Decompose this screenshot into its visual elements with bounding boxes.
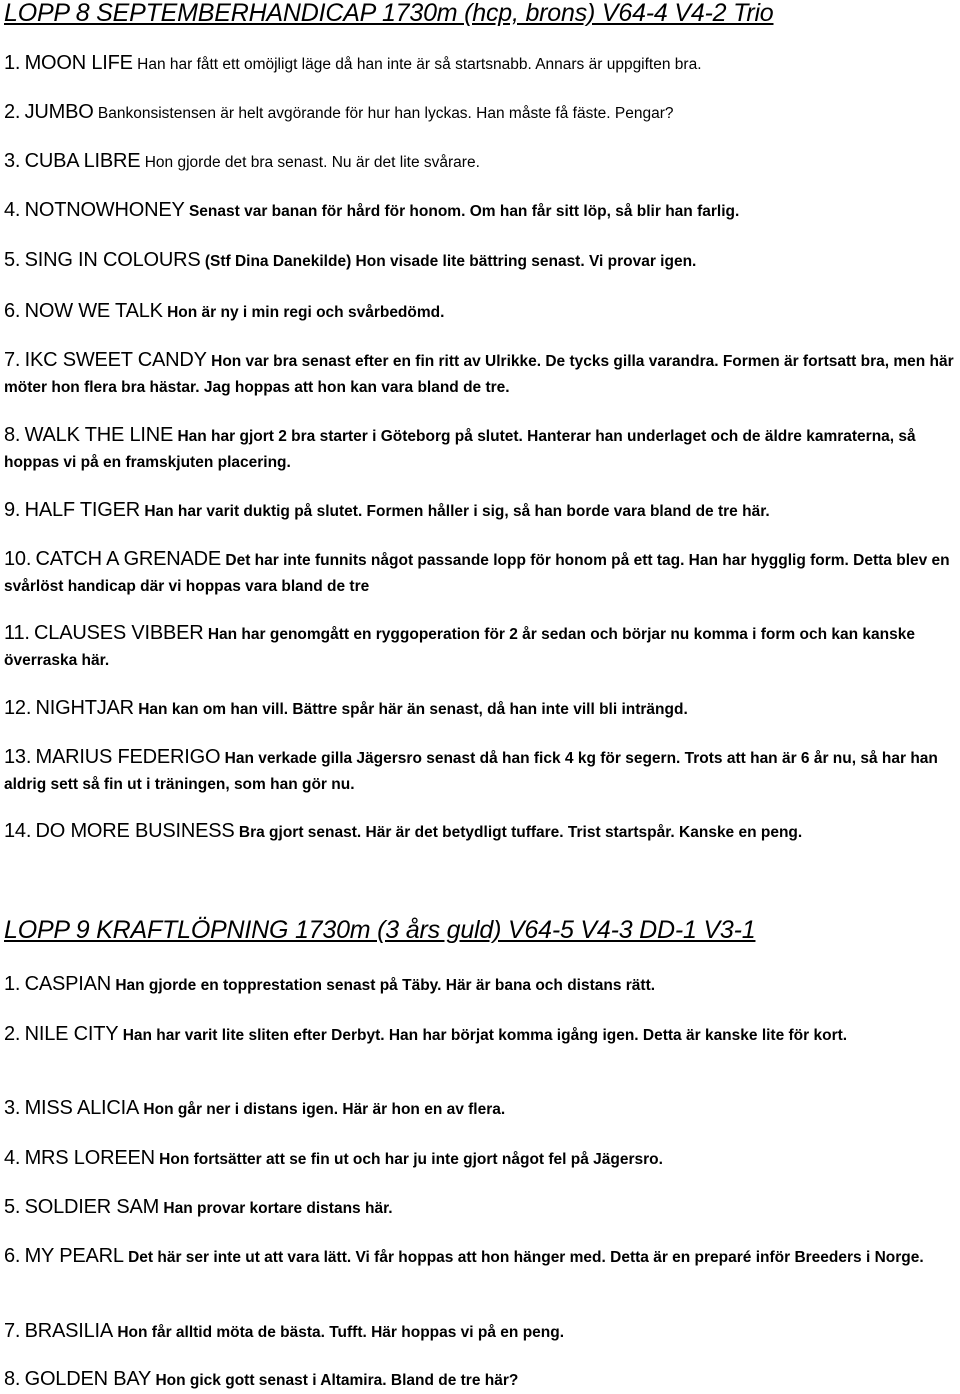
- entry-number: 3.: [4, 1097, 21, 1119]
- race-9-entry-2: [4, 1021, 954, 1049]
- horse-name: NIGHTJAR: [35, 697, 134, 719]
- entry-comment: Hon är ny i min regi och svårbedömd.: [167, 304, 445, 321]
- race-8-entry-3: [4, 148, 954, 176]
- entry-comment: Han har varit lite sliten efter Derbyt. Han har börjat komma igång igen. Detta är kanske lite för kort.: [122, 1027, 848, 1044]
- entry-number: 2.: [4, 1023, 21, 1045]
- entry-comment: Hon var bra senast efter en fin ritt av Ulrikke. De tycks gilla varandra. Formen är fortsatt bra, men här möter hon flera bra hästar. Jag hoppas att hon kan vara bland de tre.: [4, 353, 954, 396]
- horse-name: CUBA LIBRE: [24, 150, 141, 172]
- horse-name: MOON LIFE: [24, 52, 133, 74]
- race-9-title: LOPP 9 KRAFTLÖPNING 1730m (3 års guld) V64-5 V4-3 DD-1 V3-1: [4, 916, 756, 944]
- horse-name: CLAUSES VIBBER: [34, 622, 204, 644]
- race-8-entry-2: [4, 99, 954, 127]
- race-8-entry-5: [4, 247, 954, 275]
- entry-comment: Han kan om han vill. Bättre spår här än senast, då han inte vill bli inträngd.: [138, 701, 688, 718]
- race-9-entry-6: [4, 1243, 954, 1271]
- entry-comment: Han verkade gilla Jägersro senast då han fick 4 kg för segern. Trots att han är 6 år nu, så har han aldrig sett så fin ut i träningen, som han gör nu.: [4, 750, 938, 793]
- entry-number: 5.: [4, 249, 21, 271]
- entry-comment: Hon gick gott senast i Altamira. Bland de tre här?: [155, 1372, 519, 1389]
- horse-name: IKC SWEET CANDY: [24, 349, 207, 371]
- entry-number: 1.: [4, 973, 21, 995]
- entry-comment: Senast var banan för hård för honom. Om han får sitt löp, så blir han farlig.: [188, 203, 740, 220]
- entry-number: 6.: [4, 1245, 21, 1267]
- race-8-entry-14: [4, 818, 954, 846]
- entry-number: 10.: [4, 548, 32, 570]
- horse-name: MARIUS FEDERIGO: [35, 746, 221, 768]
- entry-number: 4.: [4, 199, 21, 221]
- race-8-entry-1: [4, 50, 954, 78]
- horse-name: NILE CITY: [24, 1023, 119, 1045]
- entry-comment: Han provar kortare distans här.: [163, 1200, 393, 1217]
- horse-name: NOW WE TALK: [24, 300, 163, 322]
- race-8-title: LOPP 8 SEPTEMBERHANDICAP 1730m (hcp, brons) V64-4 V4-2 Trio: [4, 0, 774, 27]
- horse-name: BRASILIA: [24, 1320, 114, 1342]
- entry-number: 8.: [4, 424, 21, 446]
- horse-name: HALF TIGER: [24, 499, 141, 521]
- race-8-entry-9: [4, 497, 954, 525]
- race-9-entry-3: [4, 1095, 954, 1123]
- horse-name: MRS LOREEN: [24, 1147, 155, 1169]
- entry-number: 7.: [4, 349, 21, 371]
- race-8-entry-4: [4, 197, 954, 225]
- horse-name: NOTNOWHONEY: [24, 199, 185, 221]
- entry-number: 7.: [4, 1320, 21, 1342]
- race-9-entry-4: [4, 1145, 954, 1173]
- entry-number: 8.: [4, 1368, 21, 1390]
- entry-comment: Han har gjort 2 bra starter i Göteborg på slutet. Hanterar han underlaget och de äldre kamraterna, så hoppas vi på en framskjuten placering.: [4, 428, 916, 471]
- race-8-entry-12: [4, 695, 954, 723]
- entry-number: 4.: [4, 1147, 21, 1169]
- horse-name: SOLDIER SAM: [24, 1196, 160, 1218]
- entry-comment: Bankonsistensen är helt avgörande för hur han lyckas. Han måste få fäste. Pengar?: [97, 105, 674, 122]
- horse-name: WALK THE LINE: [24, 424, 174, 446]
- horse-name: MY PEARL: [24, 1245, 124, 1267]
- horse-name: GOLDEN BAY: [24, 1368, 152, 1390]
- race-8-entry-10: [4, 546, 954, 600]
- entry-number: 3.: [4, 150, 21, 172]
- horse-name: DO MORE BUSINESS: [35, 820, 235, 842]
- entry-comment: (Stf Dina Danekilde) Hon visade lite bättring senast. Vi provar igen.: [204, 253, 697, 270]
- race-9-entry-1: [4, 971, 954, 999]
- race-8-entry-8: [4, 422, 954, 476]
- entry-number: 6.: [4, 300, 21, 322]
- race-8-entry-6: [4, 298, 954, 326]
- horse-name: SING IN COLOURS: [24, 249, 201, 271]
- entry-comment: Hon fortsätter att se fin ut och har ju inte gjort något fel på Jägersro.: [159, 1151, 663, 1168]
- horse-name: MISS ALICIA: [24, 1097, 140, 1119]
- horse-name: CASPIAN: [24, 973, 111, 995]
- entry-comment: Hon gjorde det bra senast. Nu är det lite svårare.: [144, 154, 480, 171]
- entry-number: 13.: [4, 746, 32, 768]
- race-9-entry-8: [4, 1366, 954, 1394]
- entry-number: 11.: [4, 622, 30, 644]
- entry-number: 9.: [4, 499, 21, 521]
- entry-number: 12.: [4, 697, 32, 719]
- entry-comment: Hon får alltid möta de bästa. Tufft. Här hoppas vi på en peng.: [117, 1324, 565, 1341]
- entry-comment: Det har inte funnits något passande lopp för honom på ett tag. Han har hygglig form. Detta blev en svårlöst handicap där vi hoppas vara bland de tre: [4, 552, 950, 595]
- entry-comment: Han har genomgått en ryggoperation för 2 år sedan och börjar nu komma i form och kan kanske överraska här.: [4, 626, 915, 669]
- entry-number: 5.: [4, 1196, 21, 1218]
- entry-comment: Han har fått ett omöjligt läge då han inte är så startsnabb. Annars är uppgiften bra.: [137, 56, 702, 73]
- entry-comment: Bra gjort senast. Här är det betydligt tuffare. Trist startspår. Kanske en peng.: [238, 824, 803, 841]
- race-8-entry-11: [4, 620, 954, 674]
- entry-comment: Han gjorde en topprestation senast på Täby. Här är bana och distans rätt.: [115, 977, 656, 994]
- race-9-entry-7: [4, 1318, 954, 1346]
- entry-number: 2.: [4, 101, 21, 123]
- entry-number: 14.: [4, 820, 32, 842]
- entry-comment: Det här ser inte ut att vara lätt. Vi får hoppas att hon hänger med. Detta är en preparé inför Breeders i Norge.: [128, 1249, 924, 1266]
- race-9-entry-5: [4, 1194, 954, 1222]
- race-8-entry-13: [4, 744, 954, 798]
- race-8-entry-7: [4, 347, 954, 401]
- entry-comment: Han har varit duktig på slutet. Formen håller i sig, så han borde vara bland de tre här.: [144, 503, 770, 520]
- horse-name: JUMBO: [24, 101, 94, 123]
- entry-number: 1.: [4, 52, 21, 74]
- entry-comment: Hon går ner i distans igen. Här är hon en av flera.: [143, 1101, 506, 1118]
- horse-name: CATCH A GRENADE: [35, 548, 222, 570]
